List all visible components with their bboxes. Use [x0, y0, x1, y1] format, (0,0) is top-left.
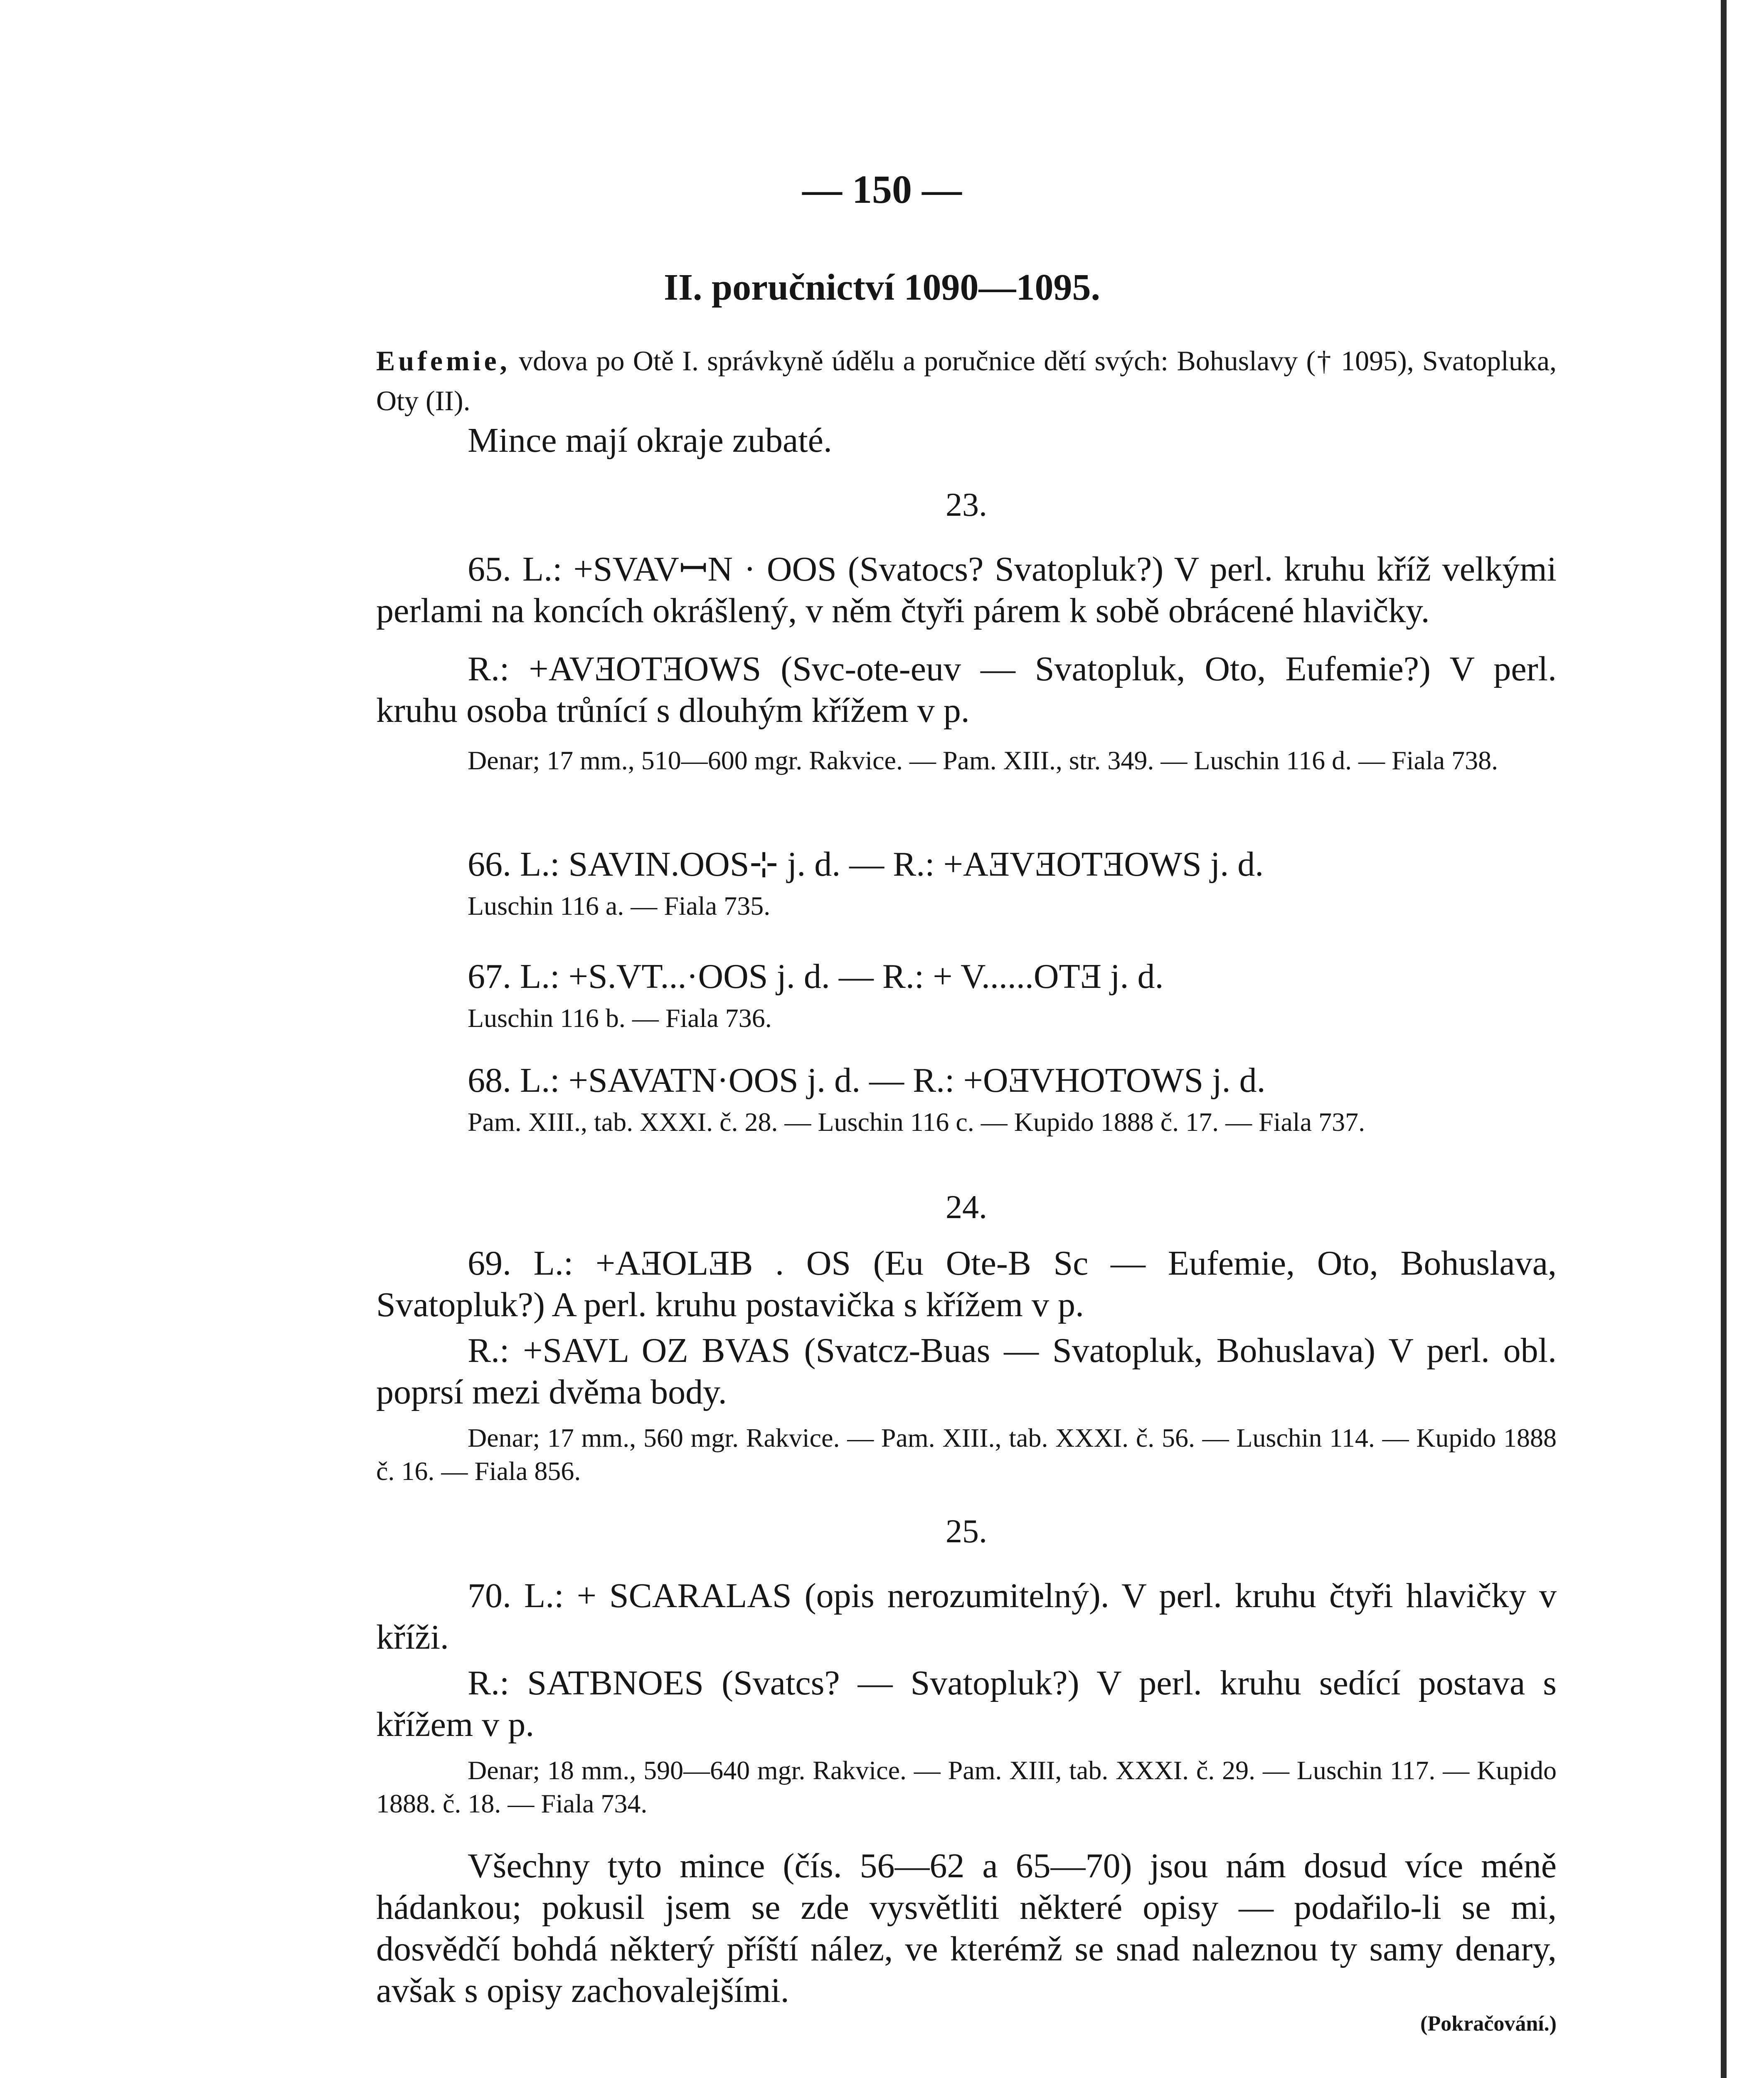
intro-lead: Eufemie, — [376, 345, 510, 377]
entry-70-obverse: 70. L.: + SCARALAS (opis nerozumitelný). V perl. kruhu čtyři hlavičky v kříži. — [376, 1576, 1557, 1657]
group-25-block — [376, 1513, 1557, 1551]
group-number-24: 24. — [946, 1189, 987, 1226]
group-number-25: 25. — [946, 1513, 987, 1550]
page-number: — 150 — — [802, 167, 962, 212]
entry-67-note: Luschin 116 b. — Fiala 736. — [468, 1003, 772, 1033]
entry-65-reverse: R.: +AVƎOTƎOWS (Svc-ote-euv — Svatopluk, Oto, Eufemie?) V perl. kruhu osoba trůnící s dlouhým křížem v p. — [376, 650, 1557, 730]
continued-note: (Pokračování.) — [1420, 2012, 1557, 2036]
entry-65 — [376, 549, 1557, 777]
entry-68 — [376, 1060, 1557, 1139]
entry-68-note: Pam. XIII., tab. XXXI. č. 28. — Luschin 116 c. — Kupido 1888 č. 17. — Fiala 737. — [468, 1107, 1365, 1137]
entry-69-note: Denar; 17 mm., 560 mgr. Rakvice. — Pam. XIII., tab. XXXI. č. 56. — Luschin 114. — Kupido 1888 č. 16. — Fiala 856. — [376, 1423, 1557, 1486]
entry-67-line: 67. L.: +S.VT...·OOS j. d. — R.: + V......OTƎ j. d. — [468, 957, 1164, 996]
intro-paragraph — [376, 341, 1557, 421]
entry-67 — [376, 956, 1557, 1035]
page-edge — [1721, 0, 1764, 2078]
entry-66-note: Luschin 116 a. — Fiala 735. — [468, 891, 771, 921]
intro-text: vdova po Otě I. správkyně údělu a poručnice dětí svých: Bohuslavy († 1095), Svatopluka, Oty (II). — [376, 345, 1557, 416]
entry-69-reverse: R.: +SAVL OZ BVAS (Svatcz-Buas — Svatopluk, Bohuslava) V perl. obl. poprsí mezi dvěma body. — [376, 1331, 1557, 1411]
closing-paragraph: Všechny tyto mince (čís. 56—62 a 65—70) jsou nám dosud více méně hádankou; pokusil jsem se zde vysvětliti některé opisy — podařilo-li se mi, dosvědčí bohdá některý příští nález, ve kterémž se snad naleznou ty samy denary, avšak s opisy zachovalejšími. — [376, 1847, 1557, 2010]
entry-70 — [376, 1575, 1557, 1820]
edge-note-block — [376, 420, 1557, 461]
entry-70-note: Denar; 18 mm., 590—640 mgr. Rakvice. — Pam. XIII, tab. XXXI. č. 29. — Luschin 117. — Kupido 1888. č. 18. — Fiala 734. — [376, 1755, 1557, 1818]
closing-block — [376, 1845, 1557, 2041]
entry-65-obverse: 65. L.: +SVAVꟷN · OOS (Svatocs? Svatopluk?) V perl. kruhu kříž velkými perlami na koncích okrášlený, v něm čtyři párem k sobě obrácené hlavičky. — [376, 550, 1557, 630]
entry-69 — [376, 1243, 1557, 1488]
entry-66 — [376, 844, 1557, 923]
edge-note: Mince mají okraje zubaté. — [468, 421, 832, 460]
group-23-block — [376, 486, 1557, 524]
entry-68-line: 68. L.: +SAVATN·OOS j. d. — R.: +OƎVHOTOWS j. d. — [468, 1061, 1266, 1100]
group-24-block — [376, 1189, 1557, 1226]
entry-66-line: 66. L.: SAVIN.OOS⊹ j. d. — R.: +AƎVƎOTƎOWS j. d. — [468, 845, 1264, 884]
entry-65-note: Denar; 17 mm., 510—600 mgr. Rakvice. — Pam. XIII., str. 349. — Luschin 116 d. — Fiala 738. — [468, 746, 1498, 775]
entry-69-obverse: 69. L.: +AƎOLƎB . OS (Eu Ote-B Sc — Eufemie, Oto, Bohuslava, Svatopluk?) A perl. kruhu postavička s křížem v p. — [376, 1244, 1557, 1324]
entry-70-reverse: R.: SATBNOES (Svatcs? — Svatopluk?) V perl. kruhu sedící postava s křížem v p. — [376, 1664, 1557, 1744]
group-number-23: 23. — [946, 487, 987, 523]
section-title: II. poručnictví 1090—1095. — [663, 267, 1101, 308]
